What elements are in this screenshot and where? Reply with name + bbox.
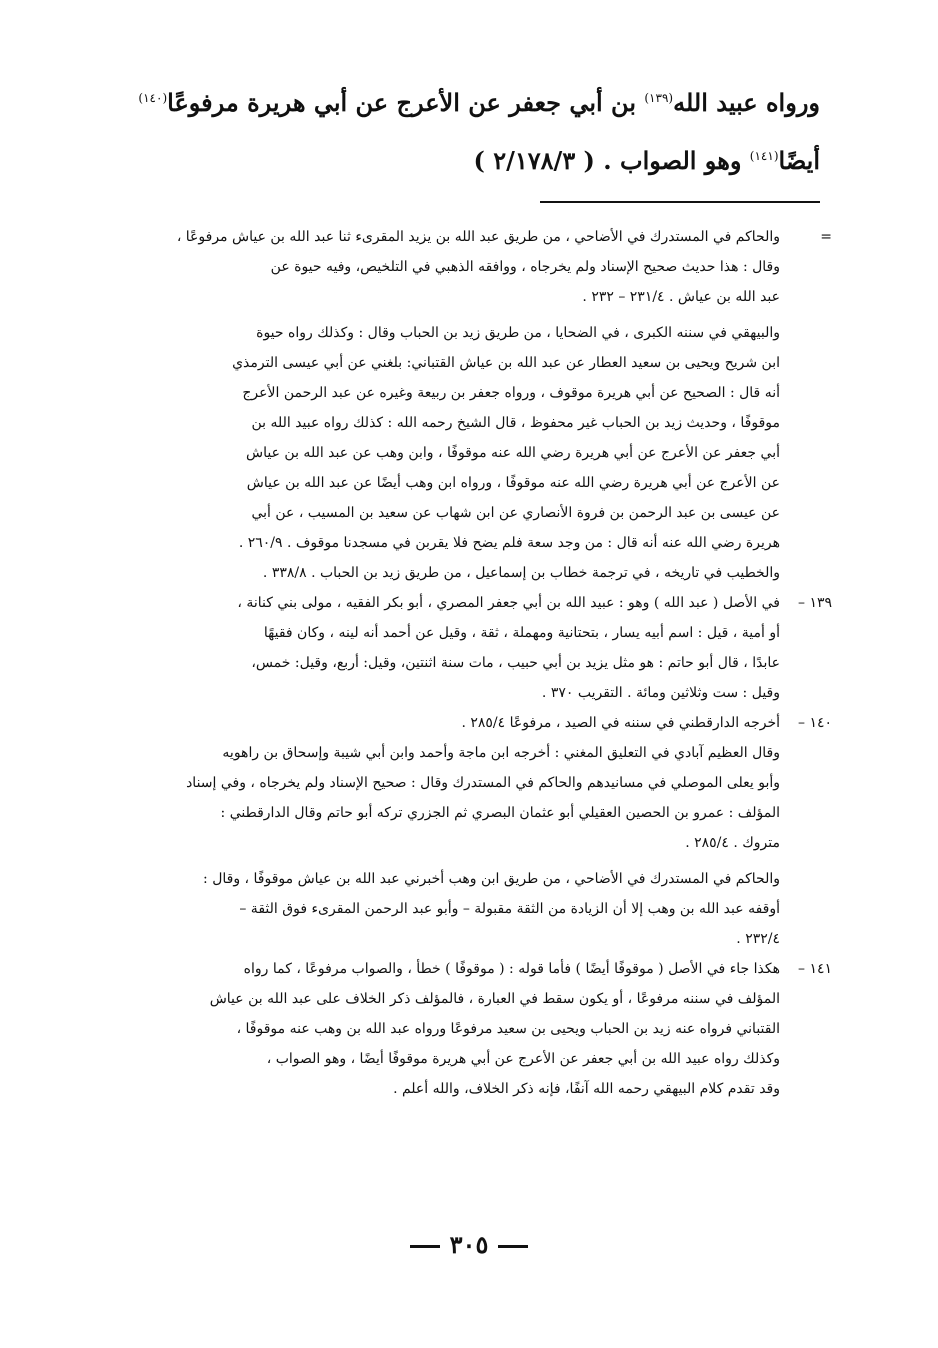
footnote-140 bbox=[100, 708, 832, 954]
footnote-line: ٢٣٢/٤ . bbox=[736, 931, 780, 947]
main-text-segment: أيضًا bbox=[778, 146, 820, 175]
footnote-line: والحاكم في المستدرك في الأضاحي ، من طريق عبد الله بن يزيد المقرىء ثنا عبد الله بن عياش مرفوعًا ، bbox=[176, 229, 780, 245]
main-text-segment: بن أبي جعفر عن الأعرج عن أبي هريرة مرفوعًا bbox=[167, 88, 645, 117]
footnote-139 bbox=[100, 588, 832, 708]
footnote-line: المؤلف في سننه مرفوعًا ، أو يكون سقط في العبارة ، فالمؤلف ذكر الخلاف على عبد الله بن عياش bbox=[209, 991, 780, 1007]
footnote-line: أبي جعفر عن الأعرج عن أبي هريرة رضي الله عنه موقوفًا ، وابن وهب عن عبد الله بن عياش bbox=[246, 445, 780, 461]
dash-left bbox=[410, 1245, 440, 1248]
footnote-line: وأبو يعلى الموصلي في مسانيدهم والحاكم في المستدرك وقال : صحيح الإسناد ولم يخرجاه ، وفي إسناد bbox=[186, 775, 780, 791]
main-text-line bbox=[96, 132, 820, 190]
footnote-line: أو أمية ، قيل : اسم أبيه يسار ، بتحتانية ومهملة ، ثقة ، وقيل عن أحمد أنه لينه ، وكان فقيهًا bbox=[263, 625, 780, 641]
footnote-line: أخرجه الدارقطني في سننه في الصيد ، مرفوعًا ٢٨٥/٤ . bbox=[461, 715, 780, 731]
footnote-number: ١٣٩ – bbox=[797, 595, 832, 611]
main-text-segment: ورواه عبيد الله bbox=[673, 88, 820, 117]
source-citation: ( ٢/١٧٨/٣ ) bbox=[473, 146, 595, 175]
page-number bbox=[0, 1230, 938, 1259]
page-number-text: ٣٠٥ bbox=[449, 1230, 489, 1259]
footnote-reference: (١٤١) bbox=[749, 149, 779, 163]
footnote-continuation bbox=[100, 222, 832, 588]
footnote-141 bbox=[100, 954, 832, 1104]
footnote-line: والبيهقي في سننه الكبرى ، في الضحايا ، من طريق زيد بن الحباب وقال : وكذلك رواه حيوة bbox=[256, 325, 780, 341]
footnote-line: وقيل : ست وثلاثين ومائة . التقريب ٣٧٠ . bbox=[541, 685, 780, 701]
main-text-segment: وهو الصواب . bbox=[594, 146, 750, 175]
footnote-line: أوقفه عبد الله بن وهب إلا أن الزيادة من الثقة مقبولة – وأبو عبد الرحمن المقرىء فوق الثقة – bbox=[239, 901, 780, 917]
footnote-line: وقال : هذا حديث صحيح الإسناد ولم يخرجاه ، ووافقه الذهبي في التلخيص، وفيه حيوة عن bbox=[270, 259, 780, 275]
footnote-line: هريرة رضي الله عنه أنه قال : من وجد سعة فلم يضح فلا يقربن في مسجدنا موقوف . ٢٦٠/٩ . bbox=[238, 535, 780, 551]
footnote-line: وقد تقدم كلام البيهقي رحمه الله آنفًا، فإنه ذكر الخلاف، والله أعلم . bbox=[393, 1081, 780, 1097]
footnote-line: في الأصل ( عبد الله ) وهو : عبيد الله بن أبي جعفر المصري ، أبو بكر الفقيه ، مولى بني كنانة ، bbox=[237, 595, 780, 611]
footnote-separator bbox=[540, 201, 820, 203]
footnote-line: هكذا جاء في الأصل ( موقوفًا أيضًا ) فأما قوله : ( موقوفًا ) خطأ ، والصواب مرفوعًا ، كما رواه bbox=[243, 961, 780, 977]
footnote-line: وقال العظيم آبادي في التعليق المغني : أخرجه ابن ماجة وأحمد وابن أبي شيبة وإسحاق بن راهويه bbox=[222, 745, 780, 761]
footnote-line: أنه قال : الصحيح عن أبي هريرة موقوف ، ورواه جعفر بن ربيعة وغيره عن عبد الرحمن الأعرج bbox=[242, 385, 780, 401]
footnote-line: عن عيسى بن عبد الرحمن بن فروة الأنصاري عن ابن شهاب عن سعيد بن المسيب ، عن أبي bbox=[251, 505, 780, 521]
footnote-line: متروك . ٢٨٥/٤ . bbox=[685, 835, 780, 851]
footnote-line: القتباني فرواه عنه زيد بن الحباب ويحيى بن سعيد مرفوعًا ورواه عبد الله بن وهب عنه موقوفًا ، bbox=[236, 1021, 780, 1037]
footnote-line: المؤلف : عمرو بن الحصين العقيلي أبو عثمان البصري ثم الجزري تركه أبو حاتم وقال الدارقطني : bbox=[220, 805, 780, 821]
footnote-number: ١٤٠ – bbox=[797, 715, 832, 731]
footnote-line: والحاكم في المستدرك في الأضاحي ، من طريق ابن وهب أخبرني عبد الله بن عياش موقوفًا ، وقال : bbox=[203, 871, 780, 887]
footnote-number: ١٤١ – bbox=[797, 961, 832, 977]
footnote-reference: (١٣٩) bbox=[644, 91, 674, 105]
main-text-line bbox=[96, 74, 820, 132]
continuation-marker: = bbox=[820, 229, 832, 245]
footnotes bbox=[100, 222, 832, 1104]
footnote-line: عابدًا ، قال أبو حاتم : هو مثل يزيد بن أبي حبيب ، مات سنة اثنتين، وقيل: أربع، وقيل: خمس، bbox=[251, 655, 780, 671]
footnote-line: وكذلك رواه عبيد الله بن أبي جعفر عن الأعرج عن أبي هريرة موقوفًا أيضًا ، وهو الصواب ، bbox=[266, 1051, 780, 1067]
footnote-reference: (١٤٠) bbox=[138, 91, 168, 105]
footnote-line: والخطيب في تاريخه ، في ترجمة خطاب بن إسماعيل ، من طريق زيد بن الحباب . ٣٣٨/٨ . bbox=[262, 565, 780, 581]
footnote-line: موقوفًا ، وحديث زيد بن الحباب غير محفوظ ، قال الشيخ رحمه الله : كذلك رواه عبيد الله بن bbox=[251, 415, 780, 431]
dash-right bbox=[498, 1245, 528, 1248]
footnote-line: ابن شريح ويحيى بن سعيد العطار عن عبد الله بن عياش القتباني: بلغني عن أبي عيسى الترمذي bbox=[232, 355, 780, 371]
main-text bbox=[96, 74, 820, 190]
footnote-line: عن الأعرج عن أبي هريرة رضي الله عنه موقوفًا ، ورواه ابن وهب أيضًا عن عبد الله بن عياش bbox=[246, 475, 780, 491]
footnote-line: عبد الله بن عياش . ٢٣١/٤ – ٢٣٢ . bbox=[582, 289, 780, 305]
